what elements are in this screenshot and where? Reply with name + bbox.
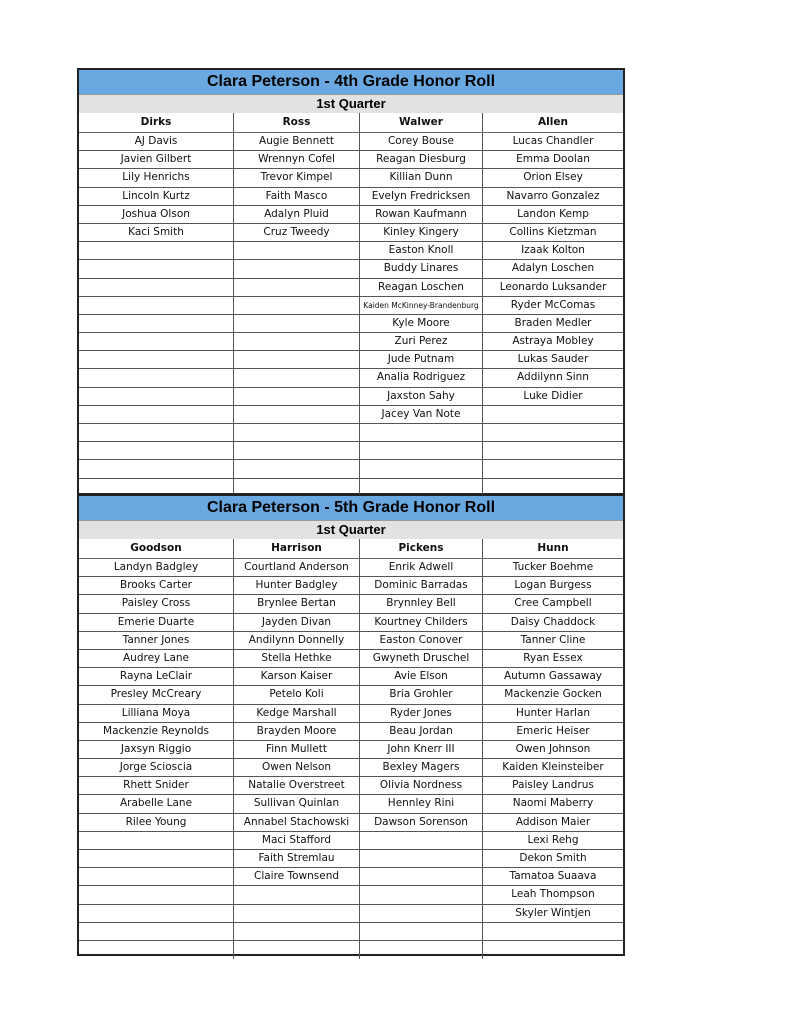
table-row xyxy=(79,705,623,723)
grade5-teacher-2: Harrison xyxy=(234,539,360,558)
student-name-cell xyxy=(360,923,483,940)
grade5-teacher-1: Goodson xyxy=(79,539,234,558)
student-name-cell: Paisley Landrus xyxy=(512,779,594,792)
student-name-cell: Avie Elson xyxy=(360,668,483,685)
student-name-cell: Brooks Carter xyxy=(79,577,234,594)
student-name-cell: Bexley Magers xyxy=(360,759,483,776)
student-name-cell: Zuri Perez xyxy=(360,333,483,350)
student-name-cell: Claire Townsend xyxy=(234,868,360,885)
student-name-cell: Brayden Moore xyxy=(234,723,360,740)
student-name-cell: Reagan Loschen xyxy=(360,279,483,296)
student-name-cell: Emeric Heiser xyxy=(516,724,590,737)
table-row xyxy=(79,868,623,886)
table-row xyxy=(79,188,623,206)
student-name-cell: Corey Bouse xyxy=(360,133,483,150)
student-name-cell xyxy=(234,297,360,314)
grade4-title: Clara Peterson - 4th Grade Honor Roll xyxy=(79,70,623,95)
student-name-cell: Kedge Marshall xyxy=(234,705,360,722)
student-name-cell: Sullivan Quinlan xyxy=(234,795,360,812)
table-row xyxy=(79,850,623,868)
student-name-cell: Jude Putnam xyxy=(360,351,483,368)
table-row xyxy=(79,650,623,668)
student-name-cell: Annabel Stachowski xyxy=(234,814,360,831)
student-name-cell: Jorge Scioscia xyxy=(79,759,234,776)
student-name-cell: Lilliana Moya xyxy=(79,705,234,722)
student-name-cell xyxy=(79,424,234,441)
student-name-cell: Hunter Harlan xyxy=(515,706,591,719)
student-name-cell xyxy=(234,442,360,459)
student-name-cell: Cruz Tweedy xyxy=(234,224,360,241)
student-name-cell xyxy=(234,406,360,423)
student-name-cell xyxy=(360,905,483,922)
student-name-cell: Faith Stremlau xyxy=(234,850,360,867)
table-row xyxy=(79,260,623,278)
student-name-cell xyxy=(79,923,234,940)
student-name-cell: Paisley Cross xyxy=(79,595,234,612)
student-name-cell xyxy=(79,388,234,405)
student-name-cell: Rowan Kaufmann xyxy=(360,206,483,223)
student-name-cell: Rayna LeClair xyxy=(79,668,234,685)
table-row xyxy=(79,941,623,959)
table-row xyxy=(79,333,623,351)
student-name-cell: Natalie Overstreet xyxy=(234,777,360,794)
student-name-cell: Bria Grohler xyxy=(360,686,483,703)
grade5-teacher-3: Pickens xyxy=(360,539,483,558)
grade5-teacher-4: Hunn xyxy=(537,542,569,554)
student-name-cell: AJ Davis xyxy=(79,133,234,150)
table-row xyxy=(79,133,623,151)
student-name-cell: Lily Henrichs xyxy=(79,169,234,186)
grade4-teacher-3: Walwer xyxy=(360,113,483,132)
student-name-cell: Killian Dunn xyxy=(360,169,483,186)
table-row xyxy=(79,279,623,297)
student-name-cell: Mackenzie Gocken xyxy=(504,688,602,701)
student-name-cell xyxy=(483,406,623,423)
student-name-cell xyxy=(234,260,360,277)
student-name-cell: Petelo Koli xyxy=(234,686,360,703)
student-name-cell xyxy=(234,351,360,368)
table-row xyxy=(79,369,623,387)
table-row xyxy=(79,224,623,242)
student-name-cell xyxy=(483,923,623,940)
student-name-cell: Emerie Duarte xyxy=(79,614,234,631)
student-name-cell: Emma Doolan xyxy=(516,153,590,166)
student-name-cell: Landyn Badgley xyxy=(79,559,234,576)
student-name-cell: Wrennyn Cofel xyxy=(234,151,360,168)
student-name-cell xyxy=(79,333,234,350)
student-name-cell: Mackenzie Reynolds xyxy=(79,723,234,740)
student-name-cell: Faith Masco xyxy=(234,188,360,205)
grade4-teacher-2: Ross xyxy=(234,113,360,132)
student-name-cell: Astraya Mobley xyxy=(512,335,594,348)
student-name-cell: Hunter Badgley xyxy=(234,577,360,594)
student-name-cell xyxy=(234,886,360,903)
table-row xyxy=(79,242,623,260)
student-name-cell: Presley McCreary xyxy=(79,686,234,703)
student-name-cell: Addison Maier xyxy=(515,815,591,828)
student-name-cell: Hennley Rini xyxy=(360,795,483,812)
student-name-cell xyxy=(234,424,360,441)
grade4-quarter: 1st Quarter xyxy=(79,95,623,113)
student-name-cell: Javien Gilbert xyxy=(79,151,234,168)
student-name-cell: Lexi Rehg xyxy=(527,833,579,846)
grade5-quarter: 1st Quarter xyxy=(79,521,623,539)
student-name-cell xyxy=(234,460,360,477)
table-row xyxy=(79,795,623,813)
grade5-teacher-header-row xyxy=(79,539,623,559)
student-name-cell: Tucker Boehme xyxy=(512,561,594,573)
table-row xyxy=(79,151,623,169)
table-row xyxy=(79,905,623,923)
student-name-cell: Olivia Nordness xyxy=(360,777,483,794)
table-row xyxy=(79,442,623,460)
student-name-cell: Enrik Adwell xyxy=(360,559,483,576)
student-name-cell: Jaxsyn Riggio xyxy=(79,741,234,758)
grade5-student-rows xyxy=(79,559,623,959)
grade4-honor-roll-table xyxy=(77,68,625,495)
student-name-cell xyxy=(79,460,234,477)
student-name-cell: Dekon Smith xyxy=(519,852,587,864)
student-name-cell xyxy=(79,260,234,277)
student-name-cell xyxy=(234,279,360,296)
student-name-cell: Kaiden Kleinsteiber xyxy=(502,761,604,774)
table-row xyxy=(79,388,623,406)
student-name-cell: Daisy Chaddock xyxy=(510,615,596,628)
student-name-cell: Kourtney Childers xyxy=(360,614,483,631)
student-name-cell xyxy=(79,941,234,959)
student-name-cell: Collins Kietzman xyxy=(509,225,597,238)
student-name-cell xyxy=(360,442,483,459)
student-name-cell xyxy=(483,460,623,477)
student-name-cell xyxy=(79,279,234,296)
student-name-cell xyxy=(360,868,483,885)
student-name-cell: Izaak Kolton xyxy=(521,244,585,257)
student-name-cell: Jacey Van Note xyxy=(360,406,483,423)
student-name-cell: Beau Jordan xyxy=(360,723,483,740)
table-row xyxy=(79,595,623,613)
grade5-honor-roll-table xyxy=(77,494,625,956)
student-name-cell: Tamatoa Suaava xyxy=(509,870,597,883)
student-name-cell: Landon Kemp xyxy=(517,207,589,220)
student-name-cell xyxy=(360,460,483,477)
student-name-cell xyxy=(360,850,483,867)
table-row xyxy=(79,886,623,904)
table-row xyxy=(79,741,623,759)
table-row xyxy=(79,424,623,442)
student-name-cell: Buddy Linares xyxy=(360,260,483,277)
student-name-cell xyxy=(79,442,234,459)
student-name-cell xyxy=(234,333,360,350)
student-name-cell: Easton Conover xyxy=(360,632,483,649)
table-row xyxy=(79,759,623,777)
student-name-cell: Addilynn Sinn xyxy=(517,371,589,384)
student-name-cell: Dominic Barradas xyxy=(360,577,483,594)
student-name-cell: Autumn Gassaway xyxy=(503,670,602,683)
table-row xyxy=(79,923,623,941)
student-name-cell: Lincoln Kurtz xyxy=(79,188,234,205)
student-name-cell xyxy=(79,868,234,885)
student-name-cell xyxy=(79,297,234,314)
student-name-cell xyxy=(483,442,623,459)
student-name-cell xyxy=(234,242,360,259)
student-name-cell: Brynnley Bell xyxy=(360,595,483,612)
student-name-cell: Navarro Gonzalez xyxy=(506,189,600,202)
student-name-cell: Jayden Divan xyxy=(234,614,360,631)
student-name-cell: Arabelle Lane xyxy=(79,795,234,812)
student-name-cell: Logan Burgess xyxy=(514,579,592,592)
grade4-student-rows xyxy=(79,133,623,497)
student-name-cell xyxy=(483,424,623,441)
table-row xyxy=(79,460,623,478)
student-name-cell xyxy=(360,832,483,849)
student-name-cell xyxy=(234,905,360,922)
student-name-cell xyxy=(360,941,483,959)
student-name-cell: Karson Kaiser xyxy=(234,668,360,685)
student-name-cell: Tanner Jones xyxy=(79,632,234,649)
table-row xyxy=(79,577,623,595)
student-name-cell: Owen Nelson xyxy=(234,759,360,776)
student-name-cell: Adalyn Pluid xyxy=(234,206,360,223)
student-name-cell: Dawson Sorenson xyxy=(360,814,483,831)
student-name-cell xyxy=(360,424,483,441)
table-row xyxy=(79,723,623,741)
grade4-teacher-1: Dirks xyxy=(79,113,234,132)
student-name-cell: Audrey Lane xyxy=(79,650,234,667)
student-name-cell xyxy=(79,832,234,849)
student-name-cell xyxy=(234,388,360,405)
student-name-cell: Finn Mullett xyxy=(234,741,360,758)
student-name-cell: Owen Johnson xyxy=(515,742,591,755)
table-row xyxy=(79,632,623,650)
student-name-cell: Evelyn Fredricksen xyxy=(360,188,483,205)
student-name-cell xyxy=(79,315,234,332)
student-name-cell: Analia Rodriguez xyxy=(360,369,483,386)
table-row xyxy=(79,169,623,187)
table-row xyxy=(79,777,623,795)
student-name-cell: Skyler Wintjen xyxy=(515,906,591,919)
student-name-cell: Joshua Olson xyxy=(79,206,234,223)
table-row xyxy=(79,814,623,832)
student-name-cell: Rilee Young xyxy=(79,814,234,831)
student-name-cell: Tanner Cline xyxy=(520,633,586,646)
student-name-cell xyxy=(234,923,360,940)
student-name-cell: Kyle Moore xyxy=(360,315,483,332)
student-name-cell: Gwyneth Druschel xyxy=(360,650,483,667)
student-name-cell: Rhett Snider xyxy=(79,777,234,794)
grade4-teacher-4: Allen xyxy=(538,116,568,128)
student-name-cell xyxy=(234,369,360,386)
table-row xyxy=(79,686,623,704)
student-name-cell: Augie Bennett xyxy=(234,133,360,150)
student-name-cell: Kaci Smith xyxy=(79,224,234,241)
student-name-cell: Stella Hethke xyxy=(234,650,360,667)
student-name-cell: Braden Medler xyxy=(514,316,592,329)
table-row xyxy=(79,668,623,686)
student-name-cell: Reagan Diesburg xyxy=(360,151,483,168)
student-name-cell xyxy=(79,850,234,867)
student-name-cell xyxy=(79,886,234,903)
table-row xyxy=(79,614,623,632)
student-name-cell: Jaxston Sahy xyxy=(360,388,483,405)
student-name-cell: Luke Didier xyxy=(523,389,583,402)
student-name-cell: Naomi Maberry xyxy=(512,797,594,810)
student-name-cell: Brynlee Bertan xyxy=(234,595,360,612)
student-name-cell xyxy=(79,905,234,922)
student-name-cell xyxy=(79,351,234,368)
student-name-cell: Maci Stafford xyxy=(234,832,360,849)
table-row xyxy=(79,297,623,315)
student-name-cell: Courtland Anderson xyxy=(234,559,360,576)
table-row xyxy=(79,832,623,850)
table-row xyxy=(79,315,623,333)
student-name-cell xyxy=(360,886,483,903)
student-name-cell xyxy=(234,315,360,332)
student-name-cell: Andilynn Donnelly xyxy=(234,632,360,649)
student-name-cell: Lucas Chandler xyxy=(512,135,594,147)
table-row xyxy=(79,351,623,369)
student-name-cell xyxy=(79,369,234,386)
student-name-cell: Easton Knoll xyxy=(360,242,483,259)
table-row xyxy=(79,406,623,424)
student-name-cell: Ryder Jones xyxy=(360,705,483,722)
student-name-cell xyxy=(483,941,623,959)
grade5-title: Clara Peterson - 5th Grade Honor Roll xyxy=(79,496,623,521)
student-name-cell: Ryan Essex xyxy=(523,651,583,664)
table-row xyxy=(79,206,623,224)
student-name-cell xyxy=(79,406,234,423)
student-name-cell: Lukas Sauder xyxy=(517,353,589,366)
student-name-cell: Trevor Kimpel xyxy=(234,169,360,186)
student-name-cell xyxy=(79,242,234,259)
student-name-cell: Kinley Kingery xyxy=(360,224,483,241)
student-name-cell: Ryder McComas xyxy=(510,298,596,311)
student-name-cell: Orion Elsey xyxy=(523,171,583,184)
table-row xyxy=(79,559,623,577)
student-name-cell: Kaiden McKinney-Brandenburg xyxy=(360,297,483,314)
grade4-teacher-header-row xyxy=(79,113,623,133)
student-name-cell: Leah Thompson xyxy=(511,888,595,901)
student-name-cell xyxy=(234,941,360,959)
student-name-cell: John Knerr III xyxy=(360,741,483,758)
student-name-cell: Adalyn Loschen xyxy=(511,262,595,275)
student-name-cell: Cree Campbell xyxy=(514,597,592,610)
student-name-cell: Leonardo Luksander xyxy=(499,280,607,293)
